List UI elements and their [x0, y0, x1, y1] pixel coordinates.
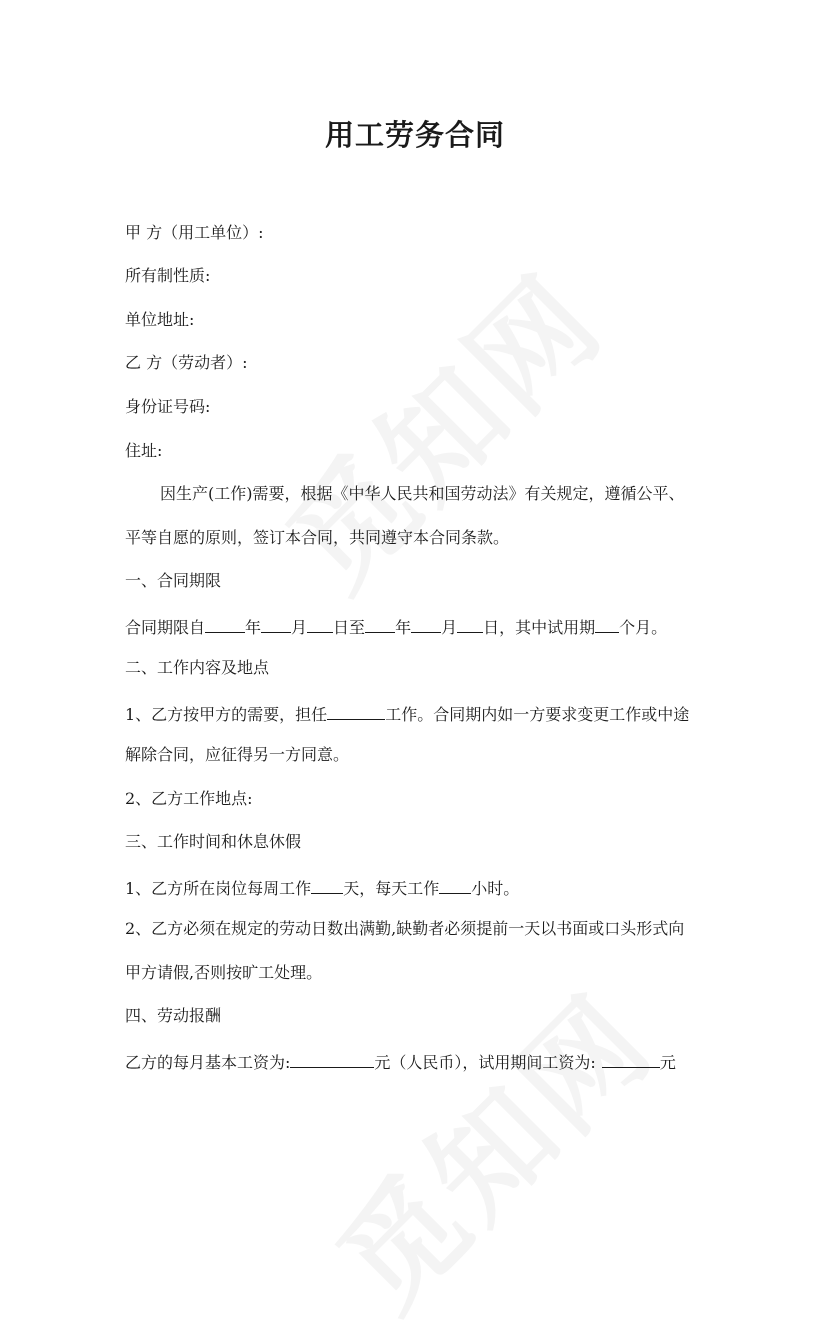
item-3-2-line1: 2、乙方必须在规定的劳动日数出满勤,缺勤者必须提前一天以书面或口头形式向 — [125, 919, 685, 938]
salary-suffix: 元 — [659, 1053, 676, 1072]
item-3-2-line2: 甲方请假,否则按旷工处理。 — [125, 963, 323, 982]
term-month: 月 — [291, 618, 308, 637]
id-number-field: 身份证号码: — [125, 397, 211, 416]
blank-start-year — [205, 614, 245, 633]
term-prefix: 合同期限自 — [125, 618, 206, 637]
party-b-field: 乙 方（劳动者）: — [125, 353, 248, 372]
blank-start-day — [307, 614, 333, 633]
ownership-field: 所有制性质: — [125, 266, 211, 285]
item-3-1-prefix: 1、乙方所在岗位每周工作 — [125, 879, 312, 898]
section-heading-term: 一、合同期限 — [125, 571, 222, 590]
blank-days — [311, 875, 343, 894]
intro-paragraph-line2: 平等自愿的原则，签订本合同，共同遵守本合同条款。 — [125, 528, 510, 547]
item-3-1-mid: 天，每天工作 — [343, 879, 440, 898]
item-2-1-line2: 解除合同，应征得另一方同意。 — [125, 745, 350, 764]
salary-prefix: 乙方的每月基本工资为: — [125, 1053, 291, 1072]
salary-mid: 元（人民币），试用期间工资为: — [374, 1053, 596, 1072]
salary-line — [125, 1049, 676, 1074]
blank-start-month — [261, 614, 291, 633]
blank-base-salary — [290, 1049, 374, 1068]
blank-end-year — [365, 614, 395, 633]
section-heading-pay: 四、劳动报酬 — [125, 1006, 222, 1025]
blank-end-month — [411, 614, 441, 633]
party-a-field: 甲 方（用工单位）: — [125, 223, 264, 242]
term-month2: 月 — [441, 618, 458, 637]
blank-probation-salary — [602, 1049, 660, 1068]
unit-address-field: 单位地址: — [125, 310, 195, 329]
blank-probation-months — [595, 614, 619, 633]
blank-hours — [439, 875, 471, 894]
item-2-1-suffix: 工作。合同期内如一方要求变更工作或中途 — [385, 705, 690, 724]
intro-paragraph-line1: 因生产(工作)需要，根据《中华人民共和国劳动法》有关规定，遵循公平、 — [160, 484, 685, 503]
item-2-2: 2、乙方工作地点: — [125, 789, 253, 808]
item-2-1-prefix: 1、乙方按甲方的需要，担任 — [125, 705, 328, 724]
term-year2: 年 — [395, 618, 412, 637]
item-3-1 — [125, 875, 519, 900]
item-2-1-line1 — [125, 701, 689, 726]
term-months: 个月。 — [619, 618, 668, 637]
watermark-bottom — [295, 952, 684, 1340]
address-field: 住址: — [125, 441, 163, 460]
term-day2: 日，其中试用期 — [483, 618, 596, 637]
document-title: 用工劳务合同 — [324, 118, 505, 152]
item-3-1-suffix: 小时。 — [471, 879, 520, 898]
blank-position — [327, 701, 385, 720]
contract-term-line — [125, 614, 667, 639]
blank-end-day — [457, 614, 483, 633]
section-heading-hours: 三、工作时间和休息休假 — [125, 832, 302, 851]
watermark — [245, 232, 634, 621]
term-year: 年 — [245, 618, 262, 637]
section-heading-work: 二、工作内容及地点 — [125, 658, 270, 677]
term-day-to: 日至 — [333, 618, 366, 637]
